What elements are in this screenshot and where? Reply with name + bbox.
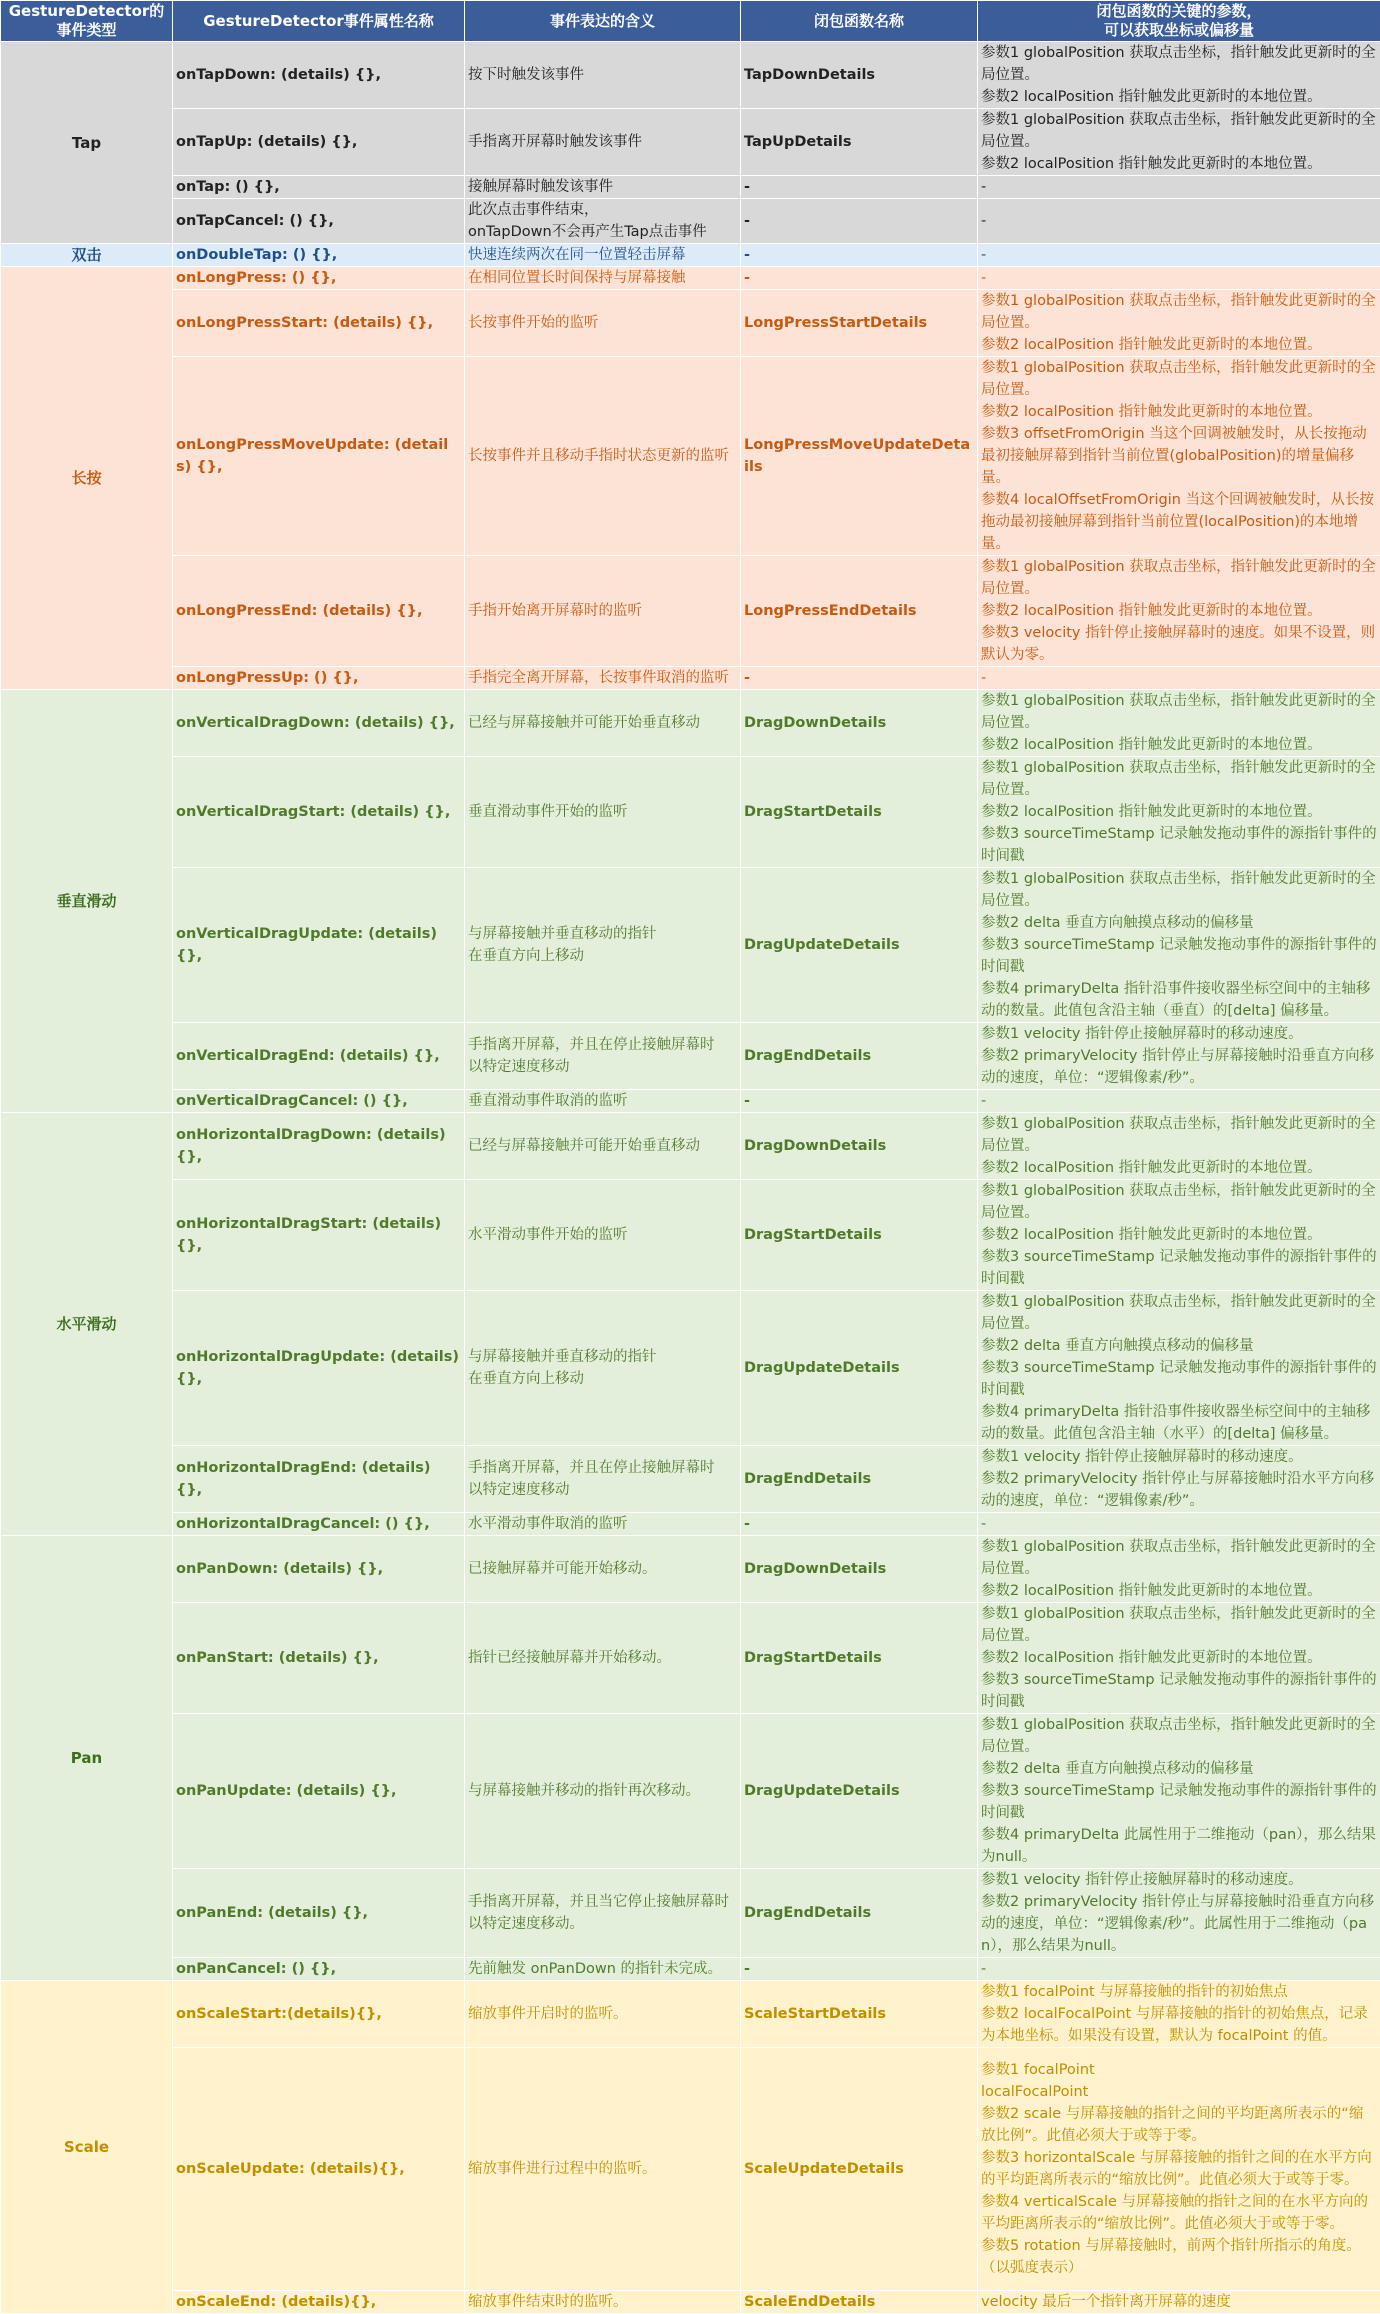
param-line: 参数1 globalPosition 获取点击坐标，指针触发此更新时的全局位置。 (981, 556, 1377, 600)
closure-class-cell: DragUpdateDetails (741, 1714, 978, 1869)
closure-class-cell: DragEndDetails (741, 1869, 978, 1958)
param-line: 参数2 localPosition 指针触发此更新时的本地位置。 (981, 401, 1377, 423)
params-cell (978, 1513, 1380, 1536)
property-name-cell: onLongPressMoveUpdate: (details) {}, (173, 357, 465, 556)
param-line: 参数1 globalPosition 获取点击坐标，指针触发此更新时的全局位置。 (981, 1536, 1377, 1580)
param-line: 参数2 localPosition 指针触发此更新时的本地位置。 (981, 1224, 1377, 1246)
meaning-line: 此次点击事件结束， (468, 202, 599, 218)
param-line: 参数2 scale 与屏幕接触的指针之间的平均距离所表示的“缩放比例”。此值必须大于或等于零。 (981, 2103, 1377, 2147)
params-cell (978, 176, 1380, 199)
closure-class-cell: - (741, 176, 978, 199)
param-line: 参数2 localPosition 指针触发此更新时的本地位置。 (981, 86, 1377, 108)
param-line: 参数1 globalPosition 获取点击坐标，指针触发此更新时的全局位置。 (981, 109, 1377, 153)
table-row (1, 1869, 1380, 1958)
params-cell (978, 244, 1380, 267)
param-line: 参数2 delta 垂直方向触摸点移动的偏移量 (981, 912, 1377, 934)
params-cell (978, 868, 1380, 1023)
param-line: - (981, 1090, 1377, 1112)
event-type-cell: 双击 (1, 244, 173, 267)
param-line: 参数3 sourceTimeStamp 记录触发拖动事件的源指针事件的时间戳 (981, 1780, 1377, 1824)
property-name-cell: onTapDown: (details) {}, (173, 42, 465, 109)
meaning-cell (465, 109, 741, 176)
table-row (1, 42, 1380, 109)
param-line: 参数2 localFocalPoint 与屏幕接触的指针的初始焦点，记录为本地坐标。如果没有设置，默认为 focalPoint 的值。 (981, 2003, 1377, 2047)
param-line: - (981, 267, 1377, 289)
meaning-line: 手指离开屏幕，并且在停止接触屏幕时 (468, 1460, 715, 1476)
params-cell (978, 1113, 1380, 1180)
params-cell (978, 1291, 1380, 1446)
meaning-line: 以特定速度移动 (468, 1482, 570, 1498)
meaning-cell (465, 1023, 741, 1090)
params-cell (978, 1714, 1380, 1869)
param-line: 参数4 verticalScale 与屏幕接触的指针之间的在水平方向的平均距离所表示的“缩放比例”。此值必须大于或等于零。 (981, 2191, 1377, 2235)
meaning-line: 水平滑动事件取消的监听 (468, 1516, 628, 1532)
meaning-line: 以特定速度移动。 (468, 1916, 584, 1932)
meaning-cell (465, 267, 741, 290)
table-row (1, 357, 1380, 556)
params-cell (978, 1958, 1380, 1981)
header-type: GestureDetector的 事件类型 (1, 1, 173, 42)
table-row (1, 244, 1380, 267)
param-line: 参数2 localPosition 指针触发此更新时的本地位置。 (981, 1647, 1377, 1669)
meaning-line: 快速连续两次在同一位置轻击屏幕 (468, 247, 686, 263)
params-cell (978, 199, 1380, 244)
table-row (1, 667, 1380, 690)
param-line: 参数2 delta 垂直方向触摸点移动的偏移量 (981, 1758, 1377, 1780)
meaning-line: 手指离开屏幕，并且在停止接触屏幕时 (468, 1037, 715, 1053)
param-line: 参数4 primaryDelta 指针沿事件接收器坐标空间中的主轴移动的数量。此值包含沿主轴（水平）的[delta] 偏移量。 (981, 1401, 1377, 1445)
param-line: 参数1 globalPosition 获取点击坐标，指针触发此更新时的全局位置。 (981, 357, 1377, 401)
param-line: 参数2 localPosition 指针触发此更新时的本地位置。 (981, 334, 1377, 356)
meaning-cell (465, 1981, 741, 2048)
table-row (1, 1603, 1380, 1714)
meaning-cell (465, 1869, 741, 1958)
meaning-cell (465, 1090, 741, 1113)
property-name-cell: onVerticalDragDown: (details) {}, (173, 690, 465, 757)
table-row (1, 1981, 1380, 2048)
property-name-cell: onScaleUpdate: (details){}, (173, 2048, 465, 2291)
event-type-cell: 长按 (1, 267, 173, 690)
params-cell (978, 2048, 1380, 2291)
meaning-cell (465, 1446, 741, 1513)
closure-class-cell: DragEndDetails (741, 1446, 978, 1513)
property-name-cell: onLongPress: () {}, (173, 267, 465, 290)
table-row (1, 267, 1380, 290)
table-row (1, 1180, 1380, 1291)
param-line: - (981, 244, 1377, 266)
meaning-cell (465, 2291, 741, 2314)
meaning-line: 手指离开屏幕，并且当它停止接触屏幕时 (468, 1894, 729, 1910)
table-row (1, 1714, 1380, 1869)
param-line: 参数1 focalPoint (981, 2059, 1377, 2081)
meaning-line: 在垂直方向上移动 (468, 1371, 584, 1387)
property-name-cell: onPanUpdate: (details) {}, (173, 1714, 465, 1869)
meaning-line: 已接触屏幕并可能开始移动。 (468, 1561, 657, 1577)
param-line: 参数2 primaryVelocity 指针停止与屏幕接触时沿垂直方向移动的速度，单位：“逻辑像素/秒”。 (981, 1045, 1377, 1089)
param-line: 参数1 globalPosition 获取点击坐标，指针触发此更新时的全局位置。 (981, 1714, 1377, 1758)
param-line: 参数4 primaryDelta 指针沿事件接收器坐标空间中的主轴移动的数量。此值包含沿主轴（垂直）的[delta] 偏移量。 (981, 978, 1377, 1022)
property-name-cell: onLongPressUp: () {}, (173, 667, 465, 690)
params-cell (978, 267, 1380, 290)
param-line: 参数1 globalPosition 获取点击坐标，指针触发此更新时的全局位置。 (981, 757, 1377, 801)
meaning-line: onTapDown不会再产生Tap点击事件 (468, 224, 707, 240)
header-meaning: 事件表达的含义 (465, 1, 741, 42)
event-type-cell: 水平滑动 (1, 1113, 173, 1536)
meaning-line: 手指开始离开屏幕时的监听 (468, 603, 642, 619)
closure-class-cell: TapUpDetails (741, 109, 978, 176)
property-name-cell: onPanStart: (details) {}, (173, 1603, 465, 1714)
meaning-line: 长按事件开始的监听 (468, 315, 599, 331)
property-name-cell: onTapUp: (details) {}, (173, 109, 465, 176)
params-cell (978, 1869, 1380, 1958)
meaning-line: 垂直滑动事件取消的监听 (468, 1093, 628, 1109)
param-line: 参数1 velocity 指针停止接触屏幕时的移动速度。 (981, 1023, 1377, 1045)
params-cell (978, 1981, 1380, 2048)
params-cell (978, 1180, 1380, 1291)
table-row (1, 1958, 1380, 1981)
meaning-line: 按下时触发该事件 (468, 67, 584, 83)
closure-class-cell: - (741, 267, 978, 290)
param-line: 参数5 rotation 与屏幕接触时，前两个指针所指示的角度。（以弧度表示） (981, 2235, 1377, 2279)
closure-class-cell: LongPressMoveUpdateDetails (741, 357, 978, 556)
param-line: 参数2 localPosition 指针触发此更新时的本地位置。 (981, 801, 1377, 823)
closure-class-cell: ScaleStartDetails (741, 1981, 978, 2048)
table-row (1, 690, 1380, 757)
property-name-cell: onVerticalDragCancel: () {}, (173, 1090, 465, 1113)
closure-class-cell: DragUpdateDetails (741, 868, 978, 1023)
meaning-cell (465, 290, 741, 357)
table-row (1, 176, 1380, 199)
meaning-line: 已经与屏幕接触并可能开始垂直移动 (468, 1138, 700, 1154)
event-type-cell: 垂直滑动 (1, 690, 173, 1113)
param-line: 参数1 globalPosition 获取点击坐标，指针触发此更新时的全局位置。 (981, 290, 1377, 334)
property-name-cell: onHorizontalDragCancel: () {}, (173, 1513, 465, 1536)
property-name-cell: onScaleEnd: (details){}, (173, 2291, 465, 2314)
closure-class-cell: DragStartDetails (741, 757, 978, 868)
property-name-cell: onHorizontalDragEnd: (details) {}, (173, 1446, 465, 1513)
table-row (1, 1023, 1380, 1090)
meaning-cell (465, 1180, 741, 1291)
meaning-line: 接触屏幕时触发该事件 (468, 179, 613, 195)
meaning-line: 手指完全离开屏幕，长按事件取消的监听 (468, 670, 729, 686)
meaning-line: 垂直滑动事件开始的监听 (468, 804, 628, 820)
param-line: 参数1 globalPosition 获取点击坐标，指针触发此更新时的全局位置。 (981, 1291, 1377, 1335)
params-cell (978, 357, 1380, 556)
meaning-line: 在相同位置长时间保持与屏幕接触 (468, 270, 686, 286)
meaning-cell (465, 199, 741, 244)
meaning-cell (465, 244, 741, 267)
param-line: - (981, 176, 1377, 198)
meaning-cell (465, 757, 741, 868)
params-cell (978, 109, 1380, 176)
params-cell (978, 2291, 1380, 2314)
table-row (1, 1090, 1380, 1113)
event-type-cell: Scale (1, 1981, 173, 2314)
meaning-line: 与屏幕接触并移动的指针再次移动。 (468, 1783, 700, 1799)
property-name-cell: onHorizontalDragDown: (details) {}, (173, 1113, 465, 1180)
closure-class-cell: ScaleEndDetails (741, 2291, 978, 2314)
closure-class-cell: DragUpdateDetails (741, 1291, 978, 1446)
meaning-cell (465, 357, 741, 556)
property-name-cell: onTapCancel: () {}, (173, 199, 465, 244)
meaning-cell (465, 556, 741, 667)
meaning-cell (465, 868, 741, 1023)
meaning-line: 水平滑动事件开始的监听 (468, 1227, 628, 1243)
param-line: 参数3 horizontalScale 与屏幕接触的指针之间的在水平方向的平均距离所表示的“缩放比例”。此值必须大于或等于零。 (981, 2147, 1377, 2191)
param-line: 参数3 sourceTimeStamp 记录触发拖动事件的源指针事件的时间戳 (981, 934, 1377, 978)
meaning-cell (465, 667, 741, 690)
table-row (1, 1113, 1380, 1180)
header-prop: GestureDetector事件属性名称 (173, 1, 465, 42)
param-line: 参数2 localPosition 指针触发此更新时的本地位置。 (981, 1580, 1377, 1602)
param-line: - (981, 1513, 1377, 1535)
param-line: 参数1 globalPosition 获取点击坐标，指针触发此更新时的全局位置。 (981, 690, 1377, 734)
params-cell (978, 1090, 1380, 1113)
param-line: - (981, 210, 1377, 232)
meaning-cell (465, 690, 741, 757)
closure-class-cell: DragDownDetails (741, 1536, 978, 1603)
property-name-cell: onLongPressStart: (details) {}, (173, 290, 465, 357)
param-line: 参数1 globalPosition 获取点击坐标，指针触发此更新时的全局位置。 (981, 868, 1377, 912)
params-cell (978, 690, 1380, 757)
meaning-cell (465, 176, 741, 199)
meaning-line: 已经与屏幕接触并可能开始垂直移动 (468, 715, 700, 731)
table-row (1, 290, 1380, 357)
property-name-cell: onPanCancel: () {}, (173, 1958, 465, 1981)
meaning-cell (465, 1714, 741, 1869)
closure-class-cell: DragEndDetails (741, 1023, 978, 1090)
param-line: 参数2 localPosition 指针触发此更新时的本地位置。 (981, 1157, 1377, 1179)
param-line: 参数3 sourceTimeStamp 记录触发拖动事件的源指针事件的时间戳 (981, 823, 1377, 867)
meaning-cell (465, 1603, 741, 1714)
param-line: 参数2 localPosition 指针触发此更新时的本地位置。 (981, 600, 1377, 622)
param-line: 参数2 primaryVelocity 指针停止与屏幕接触时沿垂直方向移动的速度，单位：“逻辑像素/秒”。此属性用于二维拖动（pan），那么结果为null。 (981, 1891, 1377, 1957)
table-row (1, 556, 1380, 667)
meaning-line: 缩放事件进行过程中的监听。 (468, 2161, 657, 2177)
meaning-line: 手指离开屏幕时触发该事件 (468, 134, 642, 150)
params-cell (978, 290, 1380, 357)
param-line: - (981, 667, 1377, 689)
param-line: localFocalPoint (981, 2081, 1377, 2103)
property-name-cell: onVerticalDragUpdate: (details) {}, (173, 868, 465, 1023)
params-cell (978, 556, 1380, 667)
table-row (1, 1446, 1380, 1513)
params-cell (978, 42, 1380, 109)
meaning-cell (465, 1536, 741, 1603)
closure-class-cell: - (741, 1090, 978, 1113)
param-line: 参数1 globalPosition 获取点击坐标，指针触发此更新时的全局位置。 (981, 42, 1377, 86)
meaning-line: 在垂直方向上移动 (468, 948, 584, 964)
params-cell (978, 1023, 1380, 1090)
event-type-cell: Pan (1, 1536, 173, 1981)
param-line: 参数3 sourceTimeStamp 记录触发拖动事件的源指针事件的时间戳 (981, 1669, 1377, 1713)
param-line: 参数1 globalPosition 获取点击坐标，指针触发此更新时的全局位置。 (981, 1180, 1377, 1224)
meaning-line: 指针已经接触屏幕并开始移动。 (468, 1650, 671, 1666)
closure-class-cell: DragDownDetails (741, 690, 978, 757)
param-line: 参数3 velocity 指针停止接触屏幕时的速度。如果不设置，则默认为零。 (981, 622, 1377, 666)
closure-class-cell: - (741, 244, 978, 267)
param-line: 参数1 velocity 指针停止接触屏幕时的移动速度。 (981, 1446, 1377, 1468)
param-line: velocity 最后一个指针离开屏幕的速度 (981, 2291, 1377, 2313)
closure-class-cell: LongPressEndDetails (741, 556, 978, 667)
header-params: 闭包函数的关键的参数， 可以获取坐标或偏移量 (978, 1, 1380, 42)
table-row (1, 2291, 1380, 2314)
meaning-line: 以特定速度移动 (468, 1059, 570, 1075)
property-name-cell: onVerticalDragStart: (details) {}, (173, 757, 465, 868)
meaning-line: 缩放事件开启时的监听。 (468, 2006, 628, 2022)
params-cell (978, 1536, 1380, 1603)
property-name-cell: onHorizontalDragStart: (details) {}, (173, 1180, 465, 1291)
property-name-cell: onVerticalDragEnd: (details) {}, (173, 1023, 465, 1090)
param-line: 参数3 offsetFromOrigin 当这个回调被触发时，从长按拖动最初接触屏幕到指针当前位置(globalPosition)的增量偏移量。 (981, 423, 1377, 489)
table-row (1, 1536, 1380, 1603)
property-name-cell: onTap: () {}, (173, 176, 465, 199)
param-line: 参数1 globalPosition 获取点击坐标，指针触发此更新时的全局位置。 (981, 1113, 1377, 1157)
meaning-line: 长按事件并且移动手指时状态更新的监听 (468, 448, 729, 464)
table-row (1, 2048, 1380, 2291)
param-line: 参数2 delta 垂直方向触摸点移动的偏移量 (981, 1335, 1377, 1357)
param-line: 参数2 localPosition 指针触发此更新时的本地位置。 (981, 734, 1377, 756)
params-cell (978, 1603, 1380, 1714)
params-cell (978, 667, 1380, 690)
closure-class-cell: DragDownDetails (741, 1113, 978, 1180)
meaning-cell (465, 1958, 741, 1981)
closure-class-cell: - (741, 667, 978, 690)
meaning-line: 缩放事件结束时的监听。 (468, 2294, 628, 2310)
meaning-line: 先前触发 onPanDown 的指针未完成。 (468, 1961, 722, 1977)
closure-class-cell: LongPressStartDetails (741, 290, 978, 357)
closure-class-cell: - (741, 199, 978, 244)
param-line: 参数1 velocity 指针停止接触屏幕时的移动速度。 (981, 1869, 1377, 1891)
table-row (1, 109, 1380, 176)
meaning-line: 与屏幕接触并垂直移动的指针 (468, 926, 657, 942)
param-line: 参数3 sourceTimeStamp 记录触发拖动事件的源指针事件的时间戳 (981, 1357, 1377, 1401)
closure-class-cell: ScaleUpdateDetails (741, 2048, 978, 2291)
closure-class-cell: - (741, 1958, 978, 1981)
table-row (1, 199, 1380, 244)
property-name-cell: onScaleStart:(details){}, (173, 1981, 465, 2048)
params-cell (978, 1446, 1380, 1513)
meaning-cell (465, 2048, 741, 2291)
event-type-cell: Tap (1, 42, 173, 244)
param-line: 参数1 focalPoint 与屏幕接触的指针的初始焦点 (981, 1981, 1377, 2003)
property-name-cell: onDoubleTap: () {}, (173, 244, 465, 267)
table-header (1, 1, 1380, 42)
table-row (1, 868, 1380, 1023)
table-body (1, 42, 1380, 2314)
property-name-cell: onHorizontalDragUpdate: (details) {}, (173, 1291, 465, 1446)
meaning-cell (465, 42, 741, 109)
closure-class-cell: TapDownDetails (741, 42, 978, 109)
meaning-line: 与屏幕接触并垂直移动的指针 (468, 1349, 657, 1365)
params-cell (978, 757, 1380, 868)
table-row (1, 757, 1380, 868)
meaning-cell (465, 1291, 741, 1446)
table-row (1, 1291, 1380, 1446)
table-row (1, 1513, 1380, 1536)
closure-class-cell: DragStartDetails (741, 1603, 978, 1714)
property-name-cell: onPanEnd: (details) {}, (173, 1869, 465, 1958)
param-line: 参数1 globalPosition 获取点击坐标，指针触发此更新时的全局位置。 (981, 1603, 1377, 1647)
param-line: 参数3 sourceTimeStamp 记录触发拖动事件的源指针事件的时间戳 (981, 1246, 1377, 1290)
meaning-cell (465, 1113, 741, 1180)
param-line: 参数2 primaryVelocity 指针停止与屏幕接触时沿水平方向移动的速度，单位：“逻辑像素/秒”。 (981, 1468, 1377, 1512)
closure-class-cell: - (741, 1513, 978, 1536)
closure-class-cell: DragStartDetails (741, 1180, 978, 1291)
meaning-cell (465, 1513, 741, 1536)
param-line: 参数4 localOffsetFromOrigin 当这个回调被触发时，从长按拖动最初接触屏幕到指针当前位置(localPosition)的本地增量。 (981, 489, 1377, 555)
property-name-cell: onPanDown: (details) {}, (173, 1536, 465, 1603)
param-line: - (981, 1958, 1377, 1980)
param-line: 参数4 primaryDelta 此属性用于二维拖动（pan），那么结果为null。 (981, 1824, 1377, 1868)
header-class: 闭包函数名称 (741, 1, 978, 42)
property-name-cell: onLongPressEnd: (details) {}, (173, 556, 465, 667)
param-line: 参数2 localPosition 指针触发此更新时的本地位置。 (981, 153, 1377, 175)
